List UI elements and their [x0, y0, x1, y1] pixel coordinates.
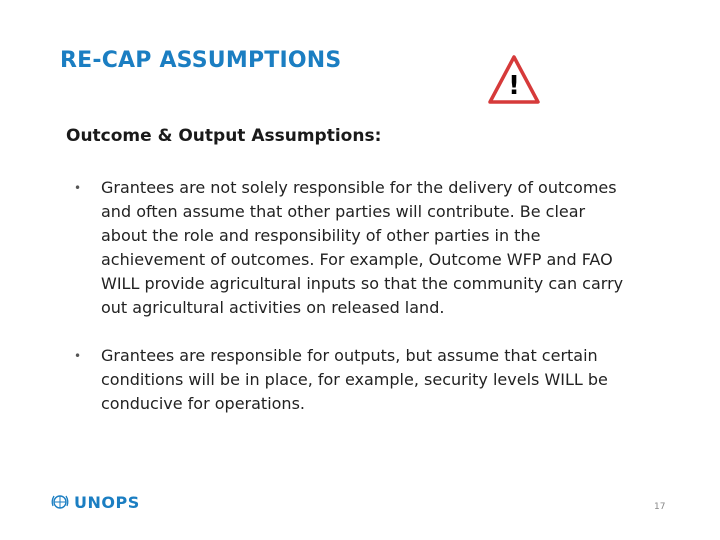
logo-text: UNOPS [74, 492, 140, 512]
warning-triangle-icon [488, 54, 540, 106]
bullet-list [74, 176, 634, 440]
bullet-item [74, 344, 634, 416]
bullet-marker: • [74, 181, 82, 195]
bullet-text: Grantees are responsible for outputs, but assume that certain conditions will be in place, for example, security levels WILL be conducive for operations. [101, 346, 608, 413]
bullet-item [74, 176, 634, 320]
bullet-marker: • [74, 349, 82, 363]
slide-title: RE-CAP ASSUMPTIONS [60, 48, 342, 73]
warning-glyph: ! [508, 71, 520, 101]
unops-logo [50, 492, 140, 512]
un-emblem-icon [50, 492, 70, 512]
section-subtitle: Outcome & Output Assumptions: [66, 126, 382, 146]
bullet-text: Grantees are not solely responsible for the delivery of outcomes and often assume that other parties will contribute. Be clear about the role and responsibility of other parties in the achievement of outcomes. For example, Outcome WFP and FAO WILL provide agricultural inputs so that the community can carry out agricultural activities on released land. [101, 178, 624, 317]
page-number: 17 [654, 502, 666, 512]
